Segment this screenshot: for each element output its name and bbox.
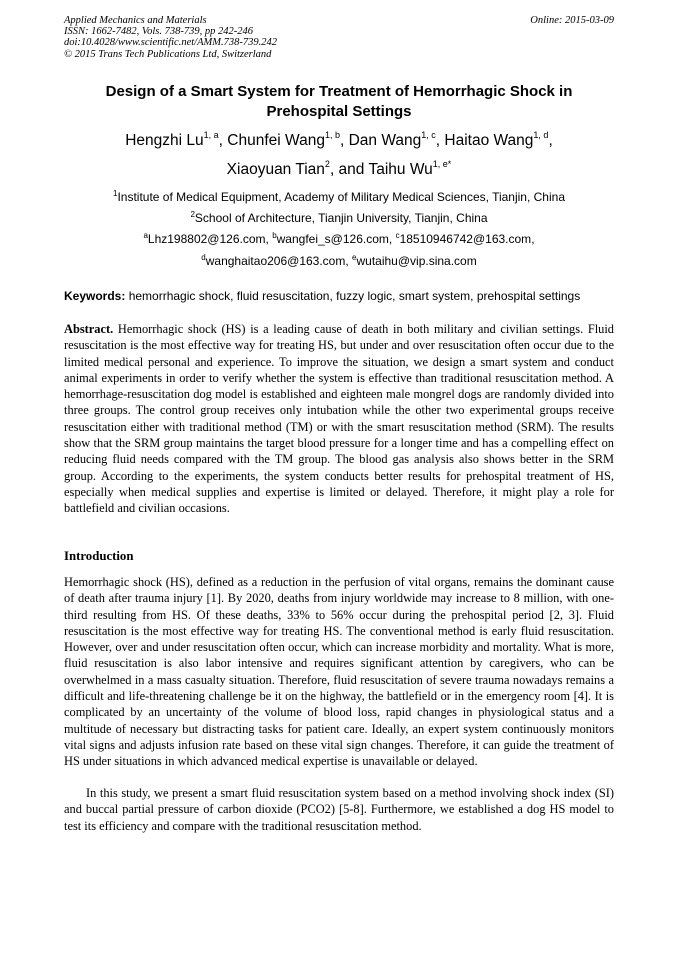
email: Lhz198802@126.com: [147, 232, 266, 246]
author-name: Taihu Wu: [368, 161, 433, 178]
affiliation-text: School of Architecture, Tianjin University, Tianjin, China: [194, 211, 488, 225]
journal-name: Applied Mechanics and Materials: [64, 15, 207, 26]
affiliation-text: Institute of Medical Equipment, Academy of Military Medical Sciences, Tianjin, China: [117, 190, 565, 204]
introduction-paragraph-1: Hemorrhagic shock (HS), defined as a reduction in the perfusion of vital organs, remains the dominant cause of death after trauma injury [1]. By 2020, deaths from injury worldwide may increase to 8 million, with one-third resulting from HS. Of these deaths, 33% to 56% occur during the prehospital period [2, 3]. Fluid resuscitation is the most effective way for treating HS. The conventional method is early fluid resuscitation. However, over and under resuscitation often occur, which can increase morbidity and mortality. What is more, fluid resuscitation is also labor intensive and requires significant attention by caregivers, who can be overwhelmed in a mass casualty situation. Therefore, fluid resuscitation of severe trauma nowadays remains a difficult and life-threatening challenge be it on the highway, the battlefield or in the emergency room [4]. It is complicated by an uncertainty of the volume of blood loss, rapid changes in physiological status and a multitude of necessary but distracting tasks for patient care. Ideally, an expert system continuously monitors vital signs and adjusts infusion rate based on these vital sign changes. Therefore, it can guide the treatment of HS under situations in which advanced medical expertise is unavailable or delayed.: [64, 575, 614, 769]
email-sep: ,: [388, 232, 396, 246]
introduction-heading: Introduction: [64, 549, 134, 563]
issn: ISSN: 1662-7482, Vols. 738-739, pp 242-246: [64, 26, 253, 38]
email-line-2: [64, 254, 614, 269]
copyright: © 2015 Trans Tech Publications Ltd, Switzerland: [64, 48, 272, 60]
email-sup: c: [395, 231, 400, 240]
author-name: Dan Wang: [348, 132, 422, 149]
author-name: Chunfei Wang: [227, 132, 325, 149]
email: wanghaitao206@163.com: [205, 254, 346, 268]
abstract: [64, 321, 614, 517]
email-line-1: [64, 232, 614, 247]
author-sep: , and: [329, 161, 369, 178]
author-sup: 1, c: [421, 130, 436, 140]
email: wutaihu@vip.sina.com: [356, 254, 477, 268]
author-sep: ,: [218, 132, 228, 149]
author-sep: ,: [435, 132, 445, 149]
abstract-label: Abstract.: [64, 322, 114, 336]
author-line-2: [64, 155, 614, 184]
author-name: Hengzhi Lu: [125, 132, 204, 149]
keywords-text: hemorrhagic shock, fluid resuscitation, fuzzy logic, smart system, prehospital settings: [128, 289, 581, 303]
affiliation-sup: 1: [113, 189, 118, 198]
affiliation-1: [64, 190, 614, 205]
author-line-1: [64, 126, 614, 155]
author-sep: ,: [339, 132, 349, 149]
introduction-paragraph-2: In this study, we present a smart fluid resuscitation system based on a method involving shock index (SI) and buccal partial pressure of carbon dioxide (PCO2) [5-8]. Furthermore, we established a dog HS model to test its efficiency and compare with the traditional resuscitation method.: [64, 786, 614, 833]
author-sep: ,: [548, 132, 553, 149]
author-sup: 1, a: [203, 130, 219, 140]
paper-title: Design of a Smart System for Treatment of Hemorrhagic Shock in Prehospital Settings: [105, 83, 573, 120]
author-name: Xiaoyuan Tian: [226, 161, 325, 178]
author-name: Haitao Wang: [444, 132, 534, 149]
abstract-text: Hemorrhagic shock (HS) is a leading cause of death in both military and civilian settings. Fluid resuscitation is the most effective way for treating HS, but under and over resuscitation often occur due to the limited medical personal and experience. To improve the situation, we design a smart system and conduct animal experiments in order to verify whether the system is effective than traditional resuscitation method. A hemorrhage-resuscitation dog model is established and eighteen male mongrel dogs are randomly divided into three groups. The control group receives only intubation while the other two experimental groups receive resuscitation either with traditional method (TM) or with the smart resuscitation method (SRM). The results show that the SRM group maintains the target blood pressure for a longer time and has a compelling effect on reducing fluid needs compared with the TM group. The blood gas analysis also shows better in the SRM group. According to the experiments, the system conducts better results for prehospital treatment of HS, especially when medical supplies and expertise is limited or delayed. Therefore, it might play a role for battlefield and civilian occasions.: [64, 322, 614, 516]
keywords: [64, 289, 614, 304]
affiliation-sup: 2: [190, 210, 195, 219]
email-sep: ,: [345, 254, 353, 268]
email-sup: a: [143, 231, 148, 240]
doi: doi:10.4028/www.scientific.net/AMM.738-739.242: [64, 37, 277, 49]
email-sep: ,: [531, 232, 535, 246]
email-sep: ,: [265, 232, 273, 246]
author-list: [64, 126, 614, 184]
email-sup: d: [201, 253, 206, 262]
email: wangfei_s@126.com: [276, 232, 389, 246]
email-sup: b: [272, 231, 277, 240]
keywords-label: Keywords:: [64, 289, 126, 303]
author-sup: 1, b: [324, 130, 340, 140]
email-sup: e: [352, 253, 357, 262]
author-sup: 1, d: [533, 130, 549, 140]
online-date: Online: 2015-03-09: [530, 15, 614, 26]
email: 18510946742@163.com: [399, 232, 532, 246]
journal-header: [64, 15, 277, 60]
author-sup: 2: [324, 159, 330, 169]
affiliation-2: [64, 211, 614, 226]
author-sup: 1, e*: [432, 159, 452, 169]
